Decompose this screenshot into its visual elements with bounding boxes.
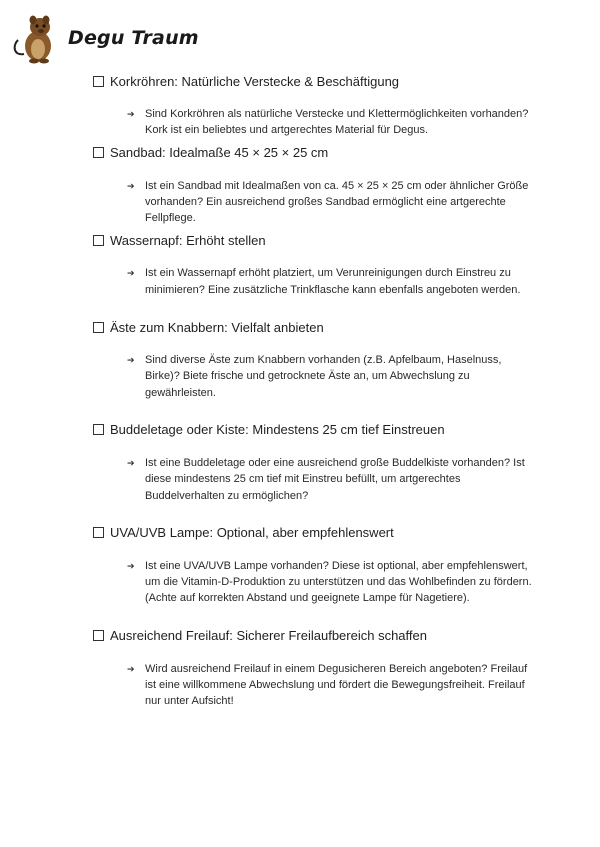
checklist [93, 72, 563, 710]
checklist-item-description: Ist ein Sandbad mit Idealmaßen von ca. 45 × 25 × 25 cm oder ähnlicher Größe vorhanden? Ein ausreichend großes Sandbad ermöglicht eine artgerechte Fellpflege. [145, 179, 529, 225]
checklist-item-description: Sind Korkröhren als natürliche Verstecke und Klettermöglichkeiten vorhanden? Kork ist ein beliebtes und artgerechtes Material für Degus. [145, 108, 529, 137]
checklist-item [93, 627, 563, 710]
checklist-item-title: Ausreichend Freilauf: Sicherer Freilaufbereich schaffen [110, 628, 427, 644]
brand-name: Degu Traum [68, 27, 199, 49]
arrow-bullet-icon: ➔ [127, 109, 135, 119]
checklist-item-title: Buddeletage oder Kiste: Mindestens 25 cm tief Einstreuen [110, 422, 445, 438]
checkbox[interactable] [93, 76, 104, 87]
checkbox[interactable] [93, 235, 104, 246]
checklist-item-description: Wird ausreichend Freilauf in einem Degusicheren Bereich angeboten? Freilauf ist eine willkommene Abwechslung und fördert die Bewegungsfreiheit. Freilauf nur unter Aufsicht! [145, 662, 528, 708]
checkbox[interactable] [93, 147, 104, 158]
checklist-item-title: Äste zum Knabbern: Vielfalt anbieten [110, 319, 324, 335]
checklist-item [93, 144, 563, 227]
arrow-bullet-icon: ➔ [127, 268, 135, 279]
checklist-item-description: Ist ein Wassernapf erhöht platziert, um Verunreinigungen durch Einstreu zu minimieren? Eine zusätzliche Trinkflasche kann ebenfalls angeboten werden. [145, 267, 521, 296]
checklist-item [93, 421, 563, 504]
checklist-item-title: Sandbad: Idealmaße 45 × 25 × 25 cm [110, 145, 329, 161]
arrow-bullet-icon: ➔ [127, 355, 135, 366]
degu-mascot-icon [10, 10, 66, 66]
checkbox[interactable] [93, 527, 104, 538]
checklist-item-title: UVA/UVB Lampe: Optional, aber empfehlenswert [110, 525, 394, 541]
checklist-item [93, 72, 563, 139]
checkbox[interactable] [93, 322, 104, 333]
checklist-item [93, 231, 563, 298]
checklist-item-title: Wassernapf: Erhöht stellen [110, 232, 266, 248]
arrow-bullet-icon: ➔ [127, 180, 135, 191]
arrow-bullet-icon: ➔ [127, 663, 135, 674]
arrow-bullet-icon: ➔ [127, 457, 135, 468]
checkbox[interactable] [93, 424, 104, 435]
checkbox[interactable] [93, 630, 104, 641]
checklist-item-description: Ist eine UVA/UVB Lampe vorhanden? Diese ist optional, aber empfehlenswert, um die Vitamin-D-Produktion zu unterstützen und das Wohlbefinden zu fördern. (Achte auf korrekten Abstand und geeignete Lampe für Nagetiere). [145, 559, 532, 605]
checklist-item [93, 318, 563, 401]
checklist-item-description: Ist eine Buddeletage oder eine ausreichend große Buddelkiste vorhanden? Ist diese mindestens 25 cm tief mit Einstreu befüllt, um artgerechtes Buddelverhalten zu ermöglichen? [145, 456, 525, 502]
arrow-bullet-icon: ➔ [127, 560, 135, 571]
header [10, 10, 199, 66]
checklist-item [93, 524, 563, 607]
checklist-item-description: Sind diverse Äste zum Knabbern vorhanden (z.B. Apfelbaum, Haselnuss, Birke)? Biete frische und getrocknete Äste an, um Abwechslung zu gewährleisten. [145, 354, 502, 399]
checklist-item-title: Korkröhren: Natürliche Verstecke & Beschäftigung [110, 73, 400, 89]
